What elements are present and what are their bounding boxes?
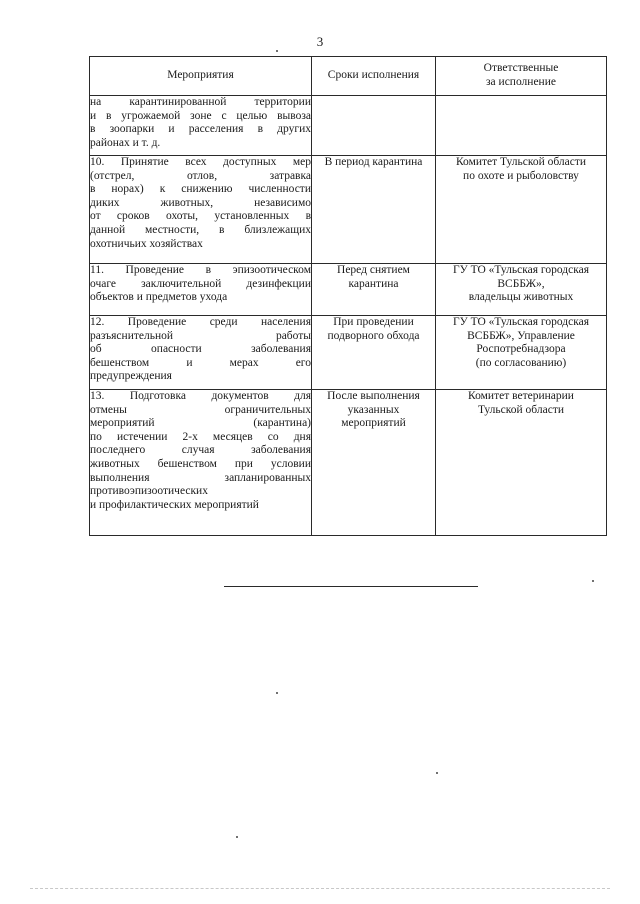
header-responsible-line: Ответственные xyxy=(483,62,559,75)
measures-table xyxy=(89,56,607,536)
responsible-cell xyxy=(436,390,607,536)
measure-cell-line: районах и т. д. xyxy=(90,136,161,149)
table-header-row xyxy=(90,57,607,96)
measure-cell xyxy=(90,316,312,390)
deadline-cell-line: карантина xyxy=(348,277,399,290)
measure-cell-line: животных бешенством при условии xyxy=(90,457,311,470)
measure-cell-line: на карантинированной территории xyxy=(90,96,311,108)
scan-speck xyxy=(436,772,438,774)
measure-cell-line: 12. Проведение среди населения xyxy=(90,316,311,328)
measure-cell-line: охотничьих хозяйствах xyxy=(90,237,203,250)
measure-cell-line: в норах) к снижению численности xyxy=(90,183,311,196)
table-row xyxy=(90,96,607,156)
responsible-cell-line: Тульской области xyxy=(477,403,564,416)
responsible-cell-line: ГУ ТО «Тульская городская xyxy=(452,316,590,328)
scan-speck xyxy=(592,580,594,582)
measure-cell-line: мероприятий (карантина) xyxy=(90,417,311,430)
page-number: 3 xyxy=(316,34,324,49)
responsible-cell-line: Роспотребнадзора xyxy=(476,343,566,356)
deadline-cell-line: указанных xyxy=(347,403,400,416)
deadline-cell xyxy=(312,156,436,264)
deadline-cell-line: При проведении xyxy=(333,316,414,328)
responsible-cell-line: ГУ ТО «Тульская городская xyxy=(452,264,590,276)
header-deadline: Сроки исполнения xyxy=(312,57,436,96)
header-responsible xyxy=(436,57,607,96)
deadline-cell xyxy=(312,390,436,536)
table-row xyxy=(90,316,607,390)
responsible-cell-line: Комитет ветеринарии xyxy=(468,390,574,402)
header-responsible-line: за исполнение xyxy=(486,76,556,88)
table-body xyxy=(90,96,607,536)
closing-rule xyxy=(224,586,478,587)
scan-speck xyxy=(276,50,278,52)
measure-cell xyxy=(90,156,312,264)
deadline-cell xyxy=(312,264,436,316)
measure-cell-line: отмены ограничительных xyxy=(90,403,311,416)
responsible-cell xyxy=(436,96,607,156)
responsible-cell-line: по охоте и рыболовству xyxy=(463,169,579,182)
responsible-cell-line: (по согласованию) xyxy=(475,356,567,369)
measure-cell-line: 11. Проведение в эпизоотическом xyxy=(90,264,311,276)
deadline-cell-line: подворного обхода xyxy=(327,329,420,342)
measure-cell-line: выполнения запланированных xyxy=(90,471,311,484)
table-row xyxy=(90,390,607,536)
deadline-cell-line: В период карантина xyxy=(324,156,423,168)
measure-cell-line: последнего случая заболевания xyxy=(90,444,311,457)
measure-cell-line: 10. Принятие всех доступных мер xyxy=(90,156,311,168)
responsible-cell xyxy=(436,156,607,264)
header-measures: Мероприятия xyxy=(90,57,312,96)
measure-cell-line: по истечении 2-х месяцев со дня xyxy=(90,430,311,443)
measure-cell-line: и профилактических мероприятий xyxy=(90,498,259,511)
responsible-cell-line: Комитет Тульской области xyxy=(455,156,587,168)
measure-cell-line: очаге заключительной дезинфекции xyxy=(90,277,311,290)
measure-cell xyxy=(90,96,312,156)
scan-edge xyxy=(30,888,610,889)
scan-speck xyxy=(236,836,238,838)
deadline-cell-line: мероприятий xyxy=(341,417,406,430)
measure-cell-line: от сроков охоты, установленных в xyxy=(90,210,311,223)
measure-cell-line: в зоопарки и расселения в других xyxy=(90,123,311,136)
table-row xyxy=(90,264,607,316)
deadline-cell xyxy=(312,96,436,156)
deadline-cell-line: После выполнения xyxy=(327,390,420,402)
table-row xyxy=(90,156,607,264)
measure-cell-line: разъяснительной работы xyxy=(90,329,311,342)
scan-speck xyxy=(276,692,278,694)
measure-cell-line: бешенством и мерах его xyxy=(90,356,311,369)
measure-cell-line: данной местности, в близлежащих xyxy=(90,223,311,236)
deadline-cell xyxy=(312,316,436,390)
responsible-cell-line: ВСББЖ», xyxy=(497,277,545,290)
measure-cell-line: противоэпизоотических xyxy=(90,485,208,498)
measure-cell-line: 13. Подготовка документов для xyxy=(90,390,311,402)
measure-cell xyxy=(90,264,312,316)
responsible-cell-line: ВСББЖ», Управление xyxy=(467,329,575,342)
measure-cell-line: (отстрел, отлов, затравка xyxy=(90,169,311,182)
measure-cell-line: объектов и предметов ухода xyxy=(90,291,228,304)
measure-cell-line: об опасности заболевания xyxy=(90,343,311,356)
deadline-cell-line: Перед снятием xyxy=(337,264,410,276)
responsible-cell xyxy=(436,316,607,390)
measure-cell xyxy=(90,390,312,536)
responsible-cell-line: владельцы животных xyxy=(468,291,574,304)
responsible-cell xyxy=(436,264,607,316)
measure-cell-line: и в угрожаемой зоне с целью вывоза xyxy=(90,109,311,122)
measure-cell-line: предупреждения xyxy=(90,370,172,383)
measure-cell-line: диких животных, независимо xyxy=(90,196,311,209)
